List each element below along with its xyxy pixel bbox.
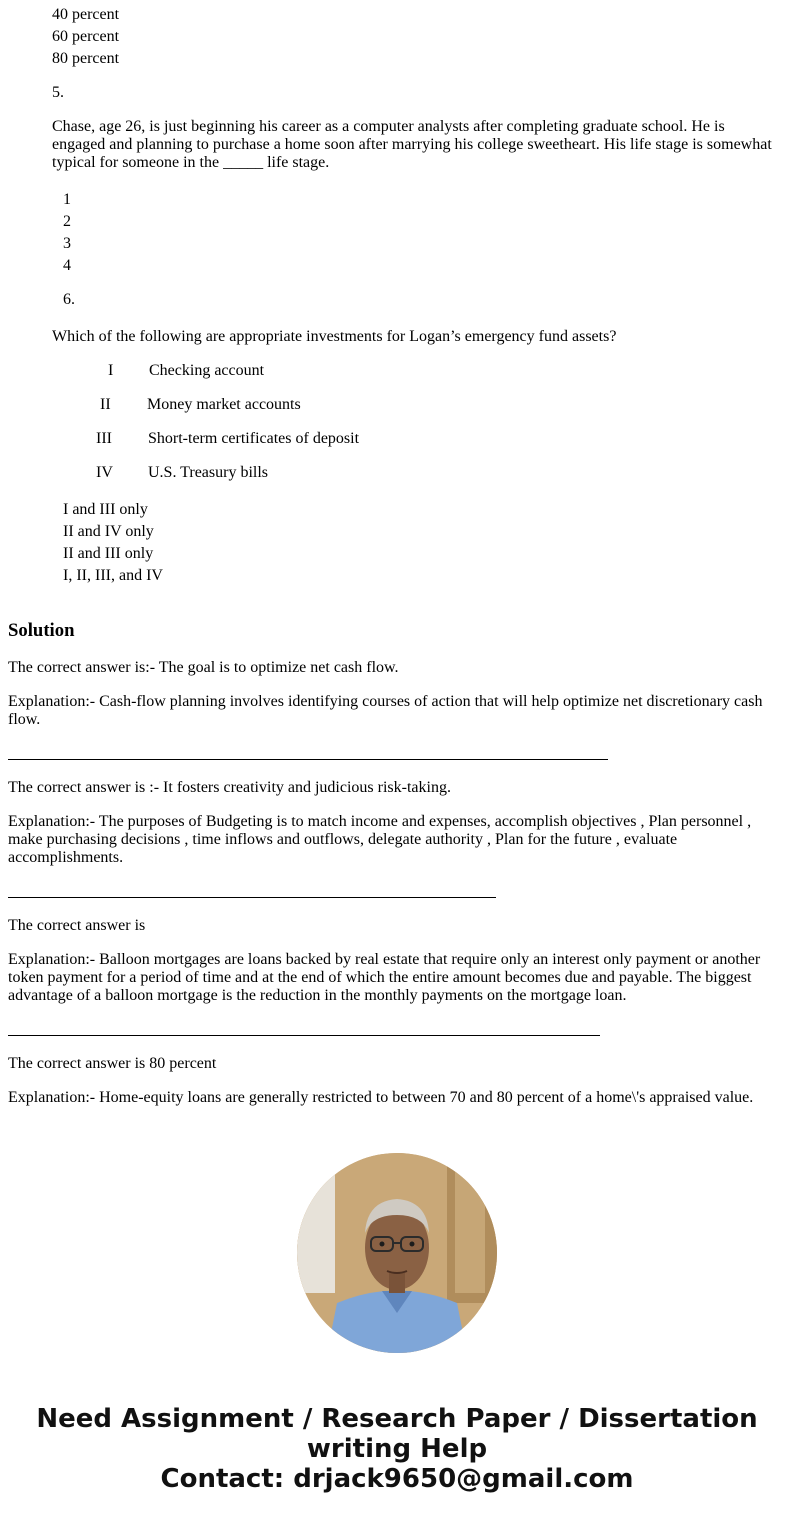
- divider: [8, 759, 608, 760]
- q6-option: II and IV only: [63, 523, 154, 540]
- q6-item-numeral: II: [100, 396, 111, 413]
- promo-line: writing Help: [306, 1434, 488, 1464]
- author-photo: [297, 1153, 497, 1353]
- solution-explanation: Explanation:- Cash-flow planning involves identifying courses of action that will help optimize net discretionary cash flow.: [8, 693, 763, 728]
- q6-item-numeral: IV: [96, 464, 113, 481]
- q5-option: 1: [63, 191, 71, 208]
- solution-answer: The correct answer is:- The goal is to optimize net cash flow.: [8, 659, 399, 676]
- q5-option: 2: [63, 213, 71, 230]
- q6-option: II and III only: [63, 545, 154, 562]
- promo-line: Need Assignment / Research Paper / Dissertation: [36, 1404, 758, 1434]
- divider: [8, 897, 496, 898]
- solution-answer: The correct answer is :- It fosters creativity and judicious risk-taking.: [8, 779, 451, 796]
- promo-contact: Contact: drjack9650@gmail.com: [160, 1464, 634, 1494]
- solution-explanation: Explanation:- Balloon mortgages are loans backed by real estate that require only an interest only payment or another token payment for a period of time and at the end of which the entire amount becomes due and payable. The biggest advantage of a balloon mortgage is the reduction in the monthly payments on the mortgage loan.: [8, 951, 761, 1004]
- q4-option: 80 percent: [52, 50, 120, 67]
- q6-option: I and III only: [63, 501, 148, 518]
- q4-option: 40 percent: [52, 6, 120, 23]
- q6-item-numeral: III: [96, 430, 112, 447]
- q5-text: Chase, age 26, is just beginning his career as a computer analysts after completing graduate school. He is engaged and planning to purchase a home soon after marrying his college sweetheart. His life stage is somewhat typical for someone in the _____ life stage.: [52, 118, 772, 171]
- solution-explanation: Explanation:- The purposes of Budgeting is to match income and expenses, accomplish objectives , Plan personnel , make purchasing decisions , time inflows and outflows, delegate authority , Plan for the future , evaluate accomplishments.: [8, 813, 752, 866]
- q6-item-label: Money market accounts: [147, 396, 301, 413]
- q5-option: 4: [63, 257, 71, 274]
- q6-item-label: Checking account: [149, 362, 265, 379]
- solution-answer: The correct answer is 80 percent: [8, 1055, 217, 1072]
- q6-option: I, II, III, and IV: [63, 567, 163, 584]
- q6-item-label: Short-term certificates of deposit: [148, 430, 360, 447]
- q6-item-label: U.S. Treasury bills: [148, 464, 269, 481]
- author-photo-illustration: [297, 1153, 497, 1353]
- solution-answer: The correct answer is: [8, 917, 146, 934]
- divider: [8, 1035, 600, 1036]
- q6-item-numeral: I: [108, 362, 114, 379]
- q6-number: 6.: [63, 291, 75, 308]
- solution-heading: Solution: [8, 620, 75, 641]
- solution-explanation: Explanation:- Home-equity loans are generally restricted to between 70 and 80 percent of a home\'s appraised value.: [8, 1089, 754, 1106]
- q5-number: 5.: [52, 84, 64, 101]
- q4-option: 60 percent: [52, 28, 120, 45]
- q6-text: Which of the following are appropriate investments for Logan’s emergency fund assets?: [52, 328, 617, 345]
- q5-option: 3: [63, 235, 71, 252]
